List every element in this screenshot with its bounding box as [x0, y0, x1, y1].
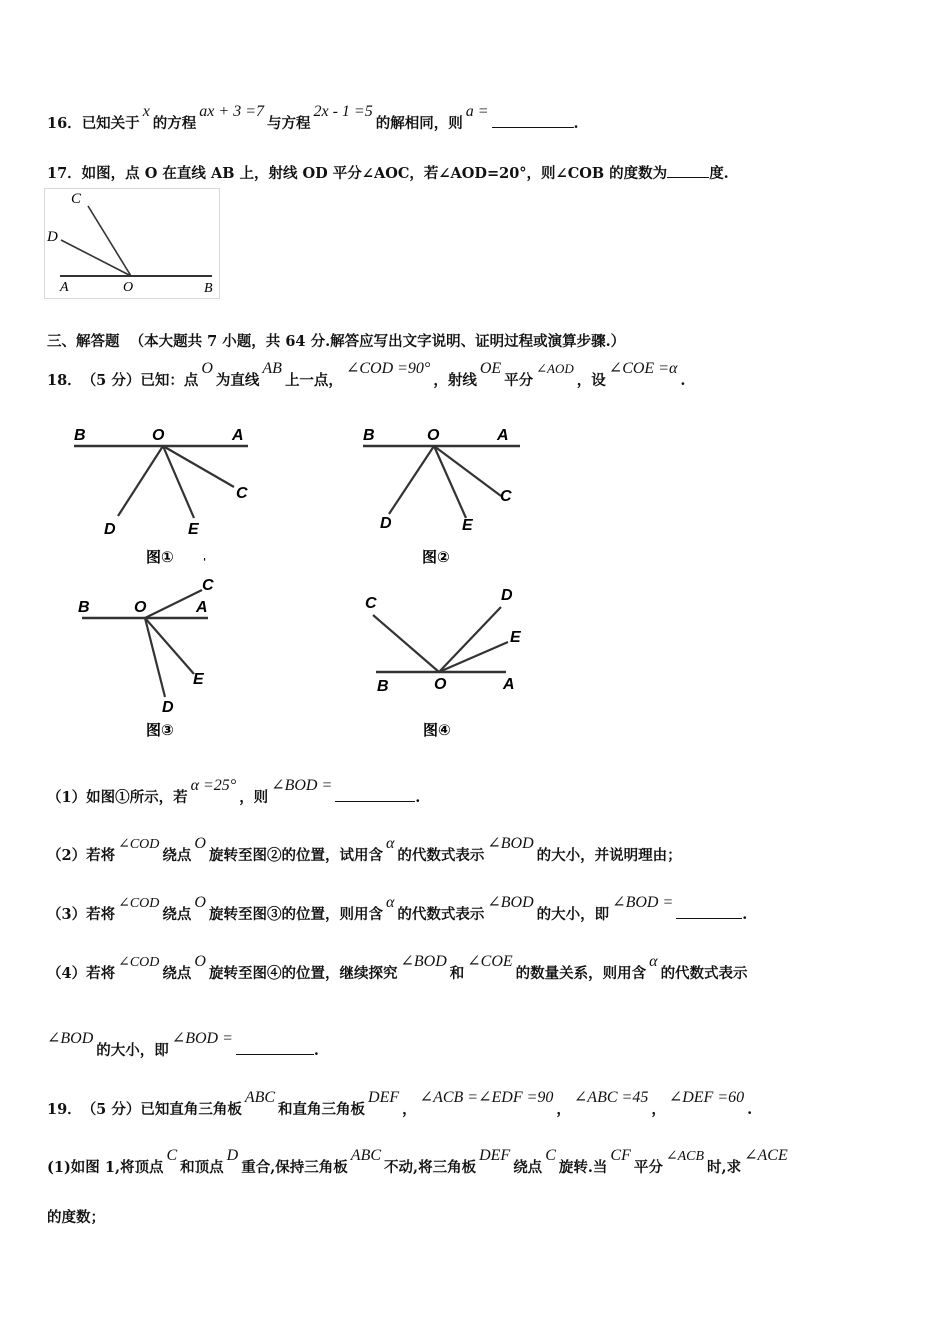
- fig1-label-E: E: [188, 521, 199, 538]
- figure-4: [365, 587, 522, 739]
- equation-1: ax + 3 =7: [199, 103, 264, 120]
- answer-blank[interactable]: [676, 917, 742, 919]
- fig2-label-D: D: [380, 515, 392, 532]
- q17-text: 17．如图，点 O 在直线 AB 上，射线 OD 平分∠AOC，若∠AOD=20°，则∠COB 的度数为: [47, 165, 668, 182]
- section-3-heading: [47, 330, 625, 351]
- question-17: 17．如图，点 O 在直线 AB 上，射线 OD 平分∠AOC，若∠AOD=20°，则∠COB 的度数为 度.: [47, 162, 729, 183]
- fig2-label-O: O: [427, 427, 440, 444]
- fig3-caption: 图③: [146, 721, 174, 739]
- label-C: C: [71, 191, 82, 207]
- question-19: 19．（5 分）已知直角三角板ABC和直角三角板DEF，∠ACB =∠EDF =90，∠ABC =45，∠DEF =60.: [47, 1089, 753, 1118]
- figure-1: [74, 427, 248, 568]
- fig2-label-E: E: [462, 517, 473, 534]
- fig1-label-C: C: [236, 485, 248, 502]
- figure-2: [363, 427, 520, 566]
- answer-blank[interactable]: [335, 800, 415, 802]
- fig4-label-C: C: [365, 595, 377, 612]
- question-18-part-2: （2）若将∠COD绕点O旋转至图②的位置，试用含α的代数式表示∠BOD的大小，并说明理由；: [47, 835, 682, 864]
- q18-figures: [0, 410, 620, 750]
- label-O: O: [123, 280, 134, 295]
- answer-blank[interactable]: [236, 1053, 314, 1055]
- math-x: x: [142, 103, 150, 120]
- fig1-label-A: A: [232, 427, 244, 444]
- question-18-part-1: （1）如图①所示，若α =25°，则∠BOD =.: [47, 777, 421, 806]
- question-18-part-3: （3）若将∠COD绕点O旋转至图③的位置，则用含α的代数式表示∠BOD的大小，即∠BOD =.: [47, 894, 748, 923]
- fig4-label-D: D: [501, 587, 513, 604]
- fig2-label-B: B: [363, 427, 375, 444]
- label-A: A: [60, 280, 69, 295]
- fig3-label-D: D: [162, 699, 174, 716]
- label-D: D: [47, 229, 58, 245]
- fig1-label-D: D: [104, 521, 116, 538]
- q16-number: 16．: [47, 115, 82, 132]
- fig4-label-E: E: [510, 629, 521, 646]
- fig2-label-A: A: [497, 427, 509, 444]
- fig3-label-E: E: [193, 671, 204, 688]
- fig4-label-A: A: [503, 676, 515, 693]
- fig4-caption: 图④: [423, 721, 451, 739]
- fig1-label-B: B: [74, 427, 86, 444]
- fig4-label-O: O: [434, 676, 447, 693]
- fig3-label-B: B: [78, 599, 90, 616]
- fig3-label-O: O: [134, 599, 147, 616]
- answer-blank[interactable]: [492, 126, 574, 128]
- question-16: 16．已知关于x的方程ax + 3 =7与方程2x - 1 =5的解相同，则a =.: [47, 103, 579, 132]
- fig4-label-B: B: [377, 678, 389, 695]
- label-B: B: [204, 281, 213, 296]
- section-title: 三、解答题: [47, 333, 120, 350]
- fig3-label-A: A: [196, 599, 208, 616]
- math-a: a =: [465, 103, 489, 120]
- fig2-caption: 图②: [422, 548, 450, 566]
- figure-3: [78, 577, 214, 739]
- question-18-part-4-cont: ∠BOD的大小，即∠BOD =.: [47, 1030, 319, 1059]
- fig3-label-C: C: [202, 577, 214, 594]
- question-18: 18．（5 分）已知：点O为直线AB上一点，∠COD =90°，射线OE平分∠AOD，设∠COE =α.: [47, 360, 686, 389]
- answer-blank[interactable]: [667, 176, 709, 178]
- fig2-label-C: C: [500, 488, 512, 505]
- question-19-part-1-cont: 的度数；: [47, 1209, 105, 1226]
- equation-2: 2x - 1 =5: [313, 103, 373, 120]
- question-19-part-1: (1)如图 1,将顶点C和顶点D重合,保持三角板ABC不动,将三角板DEF绕点C旋转.当CF平分∠ACB时,求∠ACE: [47, 1147, 788, 1176]
- fig1-label-O: O: [152, 427, 165, 444]
- q17-figure: [44, 188, 220, 300]
- stray-mark: ': [203, 557, 207, 568]
- question-18-part-4: （4）若将∠COD绕点O旋转至图④的位置，继续探究∠BOD和∠COE的数量关系，则用含α的代数式表示: [47, 953, 748, 982]
- section-note: （本大题共 7 小题，共 64 分.解答应写出文字说明、证明过程或演算步骤.）: [129, 333, 626, 350]
- fig1-caption: 图①: [146, 548, 174, 566]
